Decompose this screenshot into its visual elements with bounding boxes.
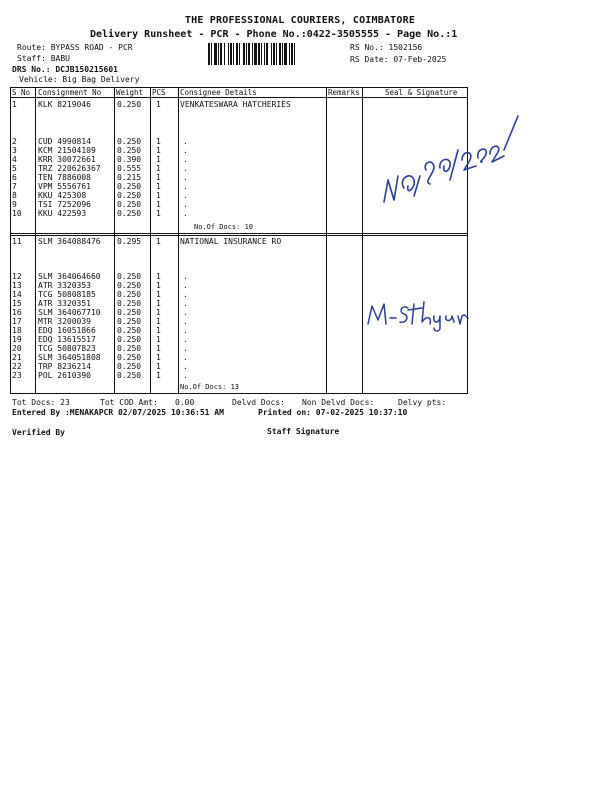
col-sno: S No: [12, 88, 31, 97]
col-pcs: PCS: [152, 88, 166, 97]
cell-cons: POL 2610390: [38, 371, 91, 380]
cell-weight: 0.250: [117, 137, 142, 146]
cell-sno: 15: [12, 299, 22, 308]
cell-sno: 9: [12, 200, 17, 209]
group2-doc-count: No.Of Docs: 13: [180, 383, 240, 391]
cell-details: .: [183, 209, 188, 218]
cell-sno: 13: [12, 281, 22, 290]
total-docs: Tot Docs: 23: [12, 398, 70, 407]
rs-number: RS No.: 1502156: [350, 43, 423, 52]
entered-by: Entered By :MENAKAPCR 02/07/2025 10:36:51 AM: [12, 408, 224, 417]
cell-pcs: 1: [156, 164, 161, 173]
cell-sno: 1: [12, 100, 17, 109]
cell-cons: EDQ 16051866: [38, 326, 96, 335]
delivery-points: Delvy pts:: [398, 398, 447, 407]
cell-details: .: [183, 182, 188, 191]
cell-sno: 10: [12, 209, 22, 218]
cell-pcs: 1: [156, 200, 161, 209]
cell-cons: KCM 21504109: [38, 146, 96, 155]
cell-cons: VPM 5556761: [38, 182, 91, 191]
delivered-docs: Delvd Docs:: [232, 398, 285, 407]
cell-details: .: [183, 191, 188, 200]
cell-sno: 14: [12, 290, 22, 299]
total-cod-label: Tot COD Amt:: [100, 398, 158, 407]
cell-details: .: [183, 164, 188, 173]
cell-details: .: [183, 335, 188, 344]
cell-details: .: [183, 290, 188, 299]
cell-details: .: [183, 299, 188, 308]
cell-pcs: 1: [156, 362, 161, 371]
cell-details: .: [183, 362, 188, 371]
cell-details: .: [183, 155, 188, 164]
cell-pcs: 1: [156, 299, 161, 308]
cell-pcs: 1: [156, 155, 161, 164]
cell-details: NATIONAL INSURANCE RO: [180, 237, 282, 246]
cell-weight: 0.250: [117, 335, 142, 344]
cell-sno: 12: [12, 272, 22, 281]
cell-cons: KKU 422593: [38, 209, 87, 218]
cell-weight: 0.215: [117, 173, 142, 182]
cell-weight: 0.250: [117, 200, 142, 209]
cell-weight: 0.250: [117, 209, 142, 218]
cell-pcs: 1: [156, 100, 161, 109]
route-label: Route: BYPASS ROAD - PCR: [17, 43, 133, 52]
cell-details: .: [183, 281, 188, 290]
cell-weight: 0.250: [117, 362, 142, 371]
cell-sno: 18: [12, 326, 22, 335]
cell-cons: TEN 7886008: [38, 173, 91, 182]
cell-cons: KRR 30072661: [38, 155, 96, 164]
cell-details: .: [183, 317, 188, 326]
cell-pcs: 1: [156, 173, 161, 182]
cell-pcs: 1: [156, 272, 161, 281]
cell-cons: MTR 3200039: [38, 317, 91, 326]
group1-doc-count: No.Of Docs: 10: [194, 223, 254, 231]
cell-sno: 8: [12, 191, 17, 200]
cell-pcs: 1: [156, 317, 161, 326]
cell-sno: 4: [12, 155, 17, 164]
col-consignment: Consignment No: [38, 88, 102, 97]
non-delivered-docs: Non Delvd Docs:: [302, 398, 375, 407]
cell-pcs: 1: [156, 290, 161, 299]
barcode-icon: [208, 43, 332, 65]
cell-sno: 17: [12, 317, 22, 326]
cell-pcs: 1: [156, 335, 161, 344]
handwritten-signature-date: [378, 110, 524, 214]
cell-details: .: [183, 371, 188, 380]
cell-details: .: [183, 326, 188, 335]
company-title: THE PROFESSIONAL COURIERS, COIMBATORE: [184, 15, 416, 26]
cell-details: .: [183, 137, 188, 146]
cell-pcs: 1: [156, 308, 161, 317]
cell-cons: EDQ 13615517: [38, 335, 96, 344]
cell-weight: 0.250: [117, 281, 142, 290]
runsheet-subtitle: Delivery Runsheet - PCR - Phone No.:0422-3505555 - Page No.:1: [90, 29, 458, 40]
cell-cons: TRZ 220626367: [38, 164, 101, 173]
cell-pcs: 1: [156, 182, 161, 191]
staff-signature-label: Staff Signature: [267, 427, 340, 436]
cell-cons: SLM 364051808: [38, 353, 101, 362]
cell-cons: SLM 364064660: [38, 272, 101, 281]
cell-pcs: 1: [156, 281, 161, 290]
cell-details: .: [183, 200, 188, 209]
cell-sno: 16: [12, 308, 22, 317]
cell-pcs: 1: [156, 191, 161, 200]
col-weight: Weight: [116, 88, 144, 97]
cell-sno: 2: [12, 137, 17, 146]
cell-weight: 0.250: [117, 290, 142, 299]
cell-pcs: 1: [156, 146, 161, 155]
printed-on: Printed on: 07-02-2025 10:37:10: [258, 408, 408, 417]
cell-weight: 0.250: [117, 353, 142, 362]
cell-weight: 0.250: [117, 191, 142, 200]
cell-sno: 20: [12, 344, 22, 353]
cell-cons: ATR 3320353: [38, 281, 91, 290]
cell-cons: TCG 50807823: [38, 344, 96, 353]
cell-sno: 22: [12, 362, 22, 371]
cell-weight: 0.250: [117, 100, 142, 109]
col-seal-signature: Seal & Signature: [385, 88, 458, 97]
cell-pcs: 1: [156, 344, 161, 353]
cell-weight: 0.250: [117, 326, 142, 335]
cell-sno: 5: [12, 164, 17, 173]
cell-sno: 19: [12, 335, 22, 344]
cell-details: .: [183, 308, 188, 317]
cell-sno: 6: [12, 173, 17, 182]
cell-details: .: [183, 353, 188, 362]
cell-details: .: [183, 146, 188, 155]
cell-details: .: [183, 344, 188, 353]
cell-weight: 0.295: [117, 237, 142, 246]
cell-pcs: 1: [156, 353, 161, 362]
cell-weight: 0.250: [117, 182, 142, 191]
total-cod-value: 0.00: [175, 398, 195, 407]
cell-sno: 7: [12, 182, 17, 191]
staff-label: Staff: BABU: [17, 54, 70, 63]
cell-weight: 0.250: [117, 371, 142, 380]
cell-weight: 0.250: [117, 308, 142, 317]
cell-cons: CUD 4990814: [38, 137, 91, 146]
cell-cons: TCG 50808185: [38, 290, 96, 299]
cell-details: .: [183, 173, 188, 182]
cell-cons: SLM 364067710: [38, 308, 101, 317]
cell-sno: 23: [12, 371, 22, 380]
vehicle-label: Vehicle: Big Bag Delivery: [19, 75, 140, 84]
cell-weight: 0.250: [117, 146, 142, 155]
cell-cons: TRP 8236214: [38, 362, 91, 371]
col-consignee: Consignee Details: [180, 88, 257, 97]
cell-sno: 3: [12, 146, 17, 155]
cell-pcs: 1: [156, 237, 161, 246]
cell-cons: SLM 364088476: [38, 237, 101, 246]
cell-pcs: 1: [156, 137, 161, 146]
cell-weight: 0.555: [117, 164, 142, 173]
handwritten-signature-name: [362, 296, 472, 332]
cell-cons: KLK 8219046: [38, 100, 91, 109]
rs-date: RS Date: 07-Feb-2025: [350, 55, 447, 64]
cell-details: VENKATESWARA HATCHERIES: [180, 100, 291, 109]
cell-pcs: 1: [156, 209, 161, 218]
cell-cons: TSI 7252096: [38, 200, 91, 209]
cell-cons: KKU 425308: [38, 191, 87, 200]
cell-weight: 0.250: [117, 299, 142, 308]
cell-pcs: 1: [156, 326, 161, 335]
drs-number: DRS No.: DCJB150215601: [12, 65, 118, 74]
cell-sno: 21: [12, 353, 22, 362]
cell-sno: 11: [12, 237, 22, 246]
cell-weight: 0.250: [117, 344, 142, 353]
cell-weight: 0.390: [117, 155, 142, 164]
cell-details: .: [183, 272, 188, 281]
cell-cons: ATR 3320351: [38, 299, 91, 308]
col-remarks: Remarks: [328, 88, 360, 97]
cell-weight: 0.250: [117, 272, 142, 281]
verified-by-label: Verified By: [12, 428, 65, 437]
cell-pcs: 1: [156, 371, 161, 380]
cell-weight: 0.250: [117, 317, 142, 326]
